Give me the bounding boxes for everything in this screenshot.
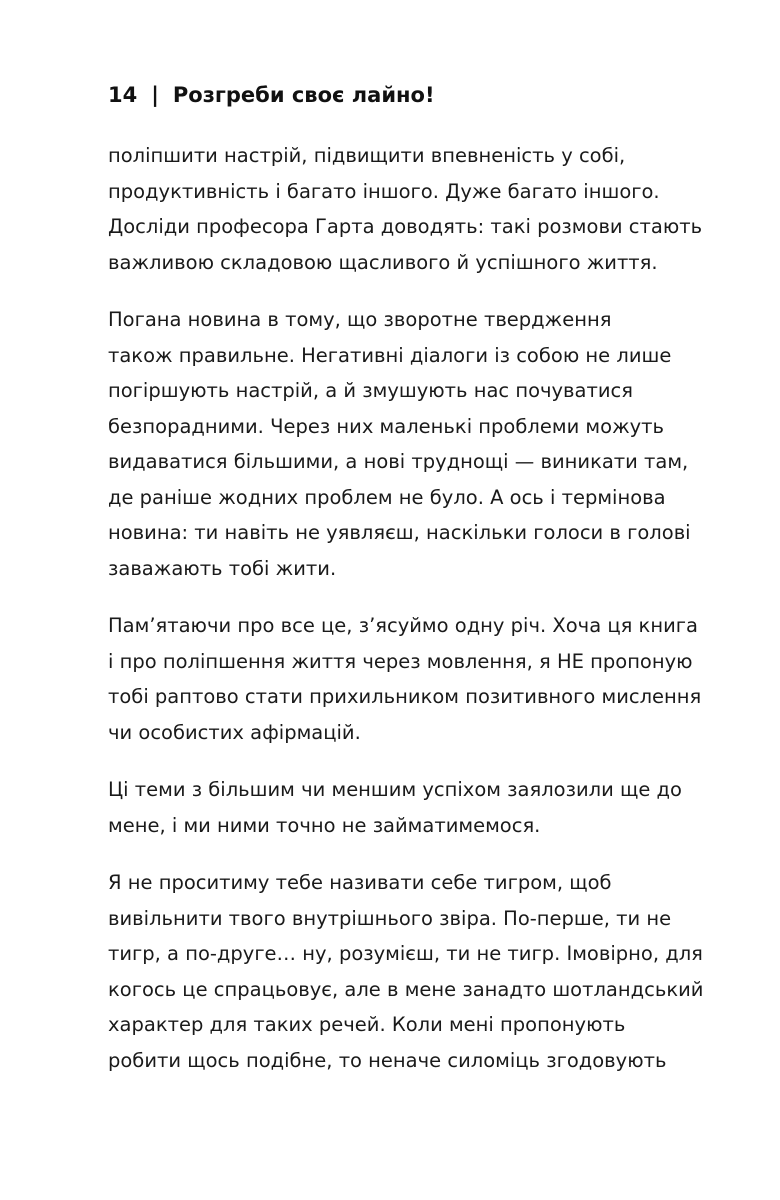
text-line: і про поліпшення життя через мовлення, я НЕ пропоную	[108, 649, 693, 673]
text-line: робити щось подібне, то неначе силоміць згодовують	[108, 1048, 667, 1072]
header-separator: |	[151, 83, 159, 107]
text-line: чи особистих афірмацій.	[108, 720, 361, 744]
text-line: когось це спрацьовує, але в мене занадто шотландський	[108, 977, 704, 1001]
text-line: характер для таких речей. Коли мені пропонують	[108, 1013, 626, 1036]
paragraph	[108, 772, 708, 843]
paragraph	[108, 302, 708, 586]
text-line: Ці теми з більшим чи меншим успіхом заялозили ще до	[108, 778, 682, 801]
paragraph	[108, 608, 708, 750]
text-line: тобі раптово стати прихильником позитивного мислення	[108, 685, 702, 708]
running-header	[108, 80, 435, 110]
text-line: видаватися більшими, а нові труднощі — виникати там,	[108, 450, 689, 473]
text-line: Я не проситиму тебе називати себе тигром, щоб	[108, 871, 612, 894]
paragraph	[108, 865, 708, 1078]
text-line: важливою складовою щасливого й успішного життя.	[108, 250, 658, 274]
text-line: Пам’ятаючи про все це, з’ясуймо одну річ. Хоча ця книга	[108, 614, 698, 637]
text-line: також правильне. Негативні діалоги із собою не лише	[108, 343, 672, 367]
text-line: Погана новина в тому, що зворотне твердження	[108, 308, 612, 331]
paragraph	[108, 138, 708, 280]
text-line: погіршують настрій, а й змушують нас почуватися	[108, 379, 633, 402]
text-line: вивільнити твого внутрішнього звіра. По-перше, ти не	[108, 906, 672, 930]
text-line: заважають тобі жити.	[108, 556, 337, 580]
book-title: Розгреби своє лайно!	[172, 83, 435, 107]
text-line: продуктивність і багато іншого. Дуже багато іншого.	[108, 179, 660, 203]
text-line: безпорадними. Через них маленькі проблеми можуть	[108, 414, 665, 438]
page-number: 14	[108, 83, 138, 107]
text-line: мене, і ми ними точно не займатимемося.	[108, 813, 541, 837]
text-line: де раніше жодних проблем не було. А ось і термінова	[108, 485, 666, 509]
text-line: тигр, а по-друге… ну, розумієш, ти не тигр. Імовірно, для	[108, 942, 703, 965]
text-line: Досліди професора Гарта доводять: такі розмови стають	[108, 215, 703, 238]
body-text	[108, 138, 708, 1100]
text-line: новина: ти навіть не уявляєш, наскільки голоси в голові	[108, 521, 691, 544]
text-line: поліпшити настрій, підвищити впевненість у собі,	[108, 144, 626, 167]
